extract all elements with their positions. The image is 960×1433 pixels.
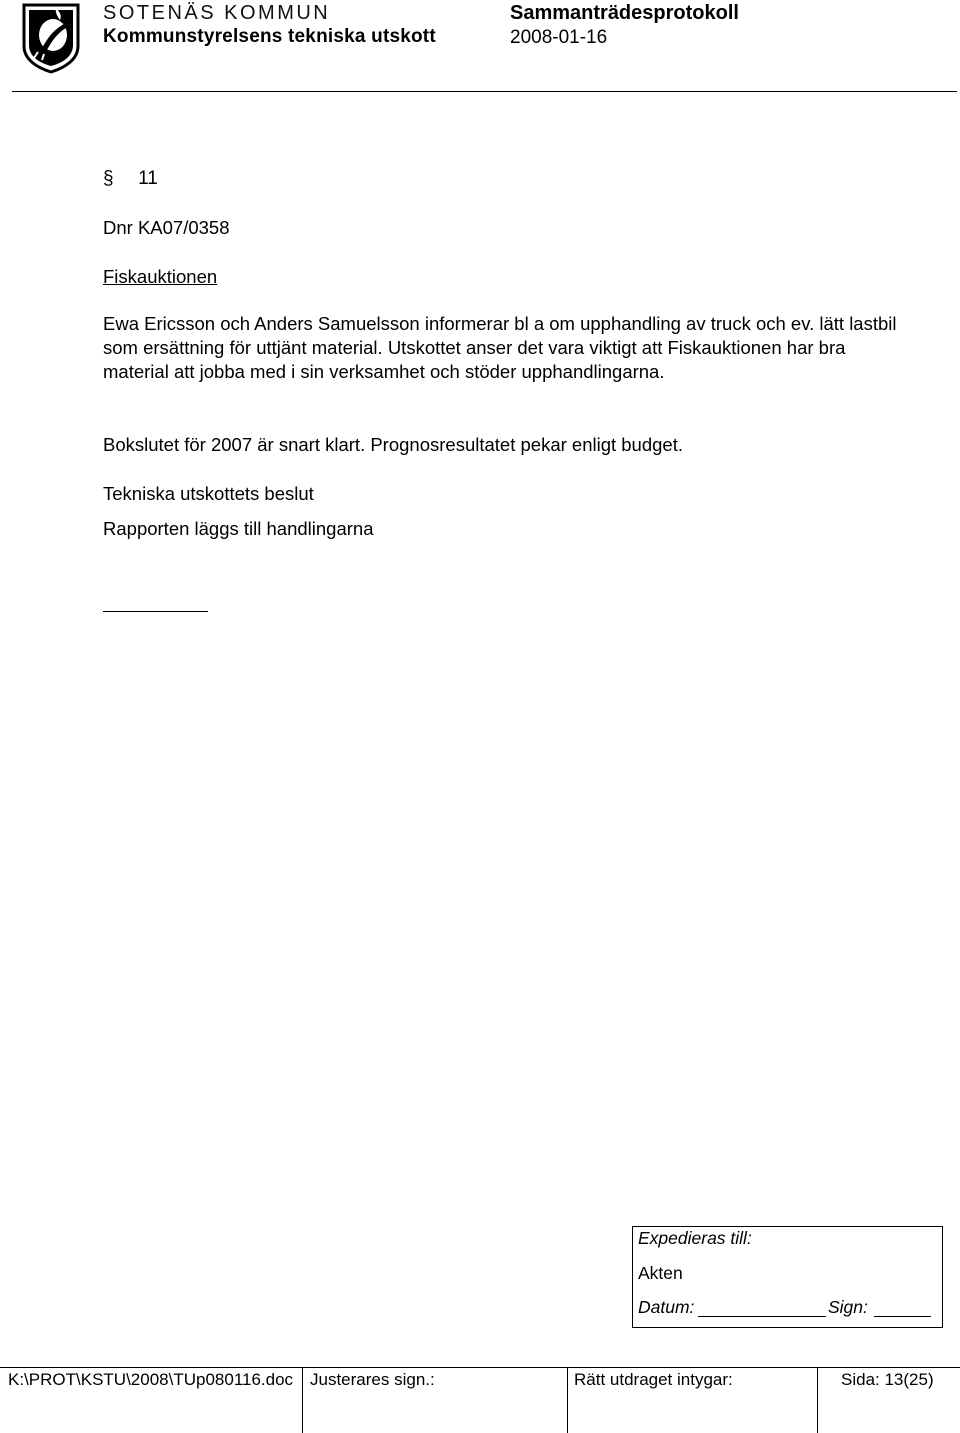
file-path: K:\PROT\KSTU\2008\TUp080116.doc — [8, 1370, 294, 1389]
justerares-label: Justerares sign.: — [310, 1370, 435, 1389]
datum-line — [698, 1316, 826, 1317]
paragraph-number — [103, 168, 158, 190]
paragraph-symbol: § — [103, 168, 114, 189]
section-end-rule — [103, 611, 208, 612]
document-date: 2008-01-16 — [510, 27, 608, 48]
sign-label: Sign: — [828, 1297, 868, 1317]
committee-name: Kommunstyrelsens tekniska utskott — [103, 26, 436, 47]
footer-separator — [817, 1367, 818, 1433]
distribution-title: Expedieras till: — [638, 1228, 752, 1248]
datum-label: Datum: — [638, 1297, 695, 1317]
case-number: Dnr KA07/0358 — [103, 217, 230, 238]
footer-divider — [0, 1367, 960, 1368]
municipal-crest-icon — [20, 2, 82, 74]
decision-text: Rapporten läggs till handlingarna — [103, 518, 374, 539]
body-paragraph-1: Ewa Ericsson och Anders Samuelsson informerar bl a om upphandling av truck och ev. lätt lastbil som ersättning för uttjänt material. Utskottet anser det vara viktigt att Fiskauktionen har bra material att jobba med i sin verksamhet och stöder upphandlingarna. — [103, 313, 897, 382]
footer-separator — [567, 1367, 568, 1433]
org-name: SOTENÄS KOMMUN — [103, 2, 331, 24]
header-divider — [12, 91, 957, 92]
sign-line — [874, 1316, 931, 1317]
body-paragraph-2: Bokslutet för 2007 är snart klart. Prognosresultatet pekar enligt budget. — [103, 434, 683, 455]
document-type: Sammanträdesprotokoll — [510, 2, 739, 24]
section-title: Fiskauktionen — [103, 266, 218, 287]
distribution-recipient: Akten — [638, 1263, 683, 1283]
decision-heading: Tekniska utskottets beslut — [103, 483, 314, 504]
footer-separator — [302, 1367, 303, 1433]
page-number: Sida: 13(25) — [841, 1370, 934, 1389]
ratt-utdraget-label: Rätt utdraget intygar: — [574, 1370, 733, 1389]
paragraph-number-value: 11 — [138, 168, 158, 189]
